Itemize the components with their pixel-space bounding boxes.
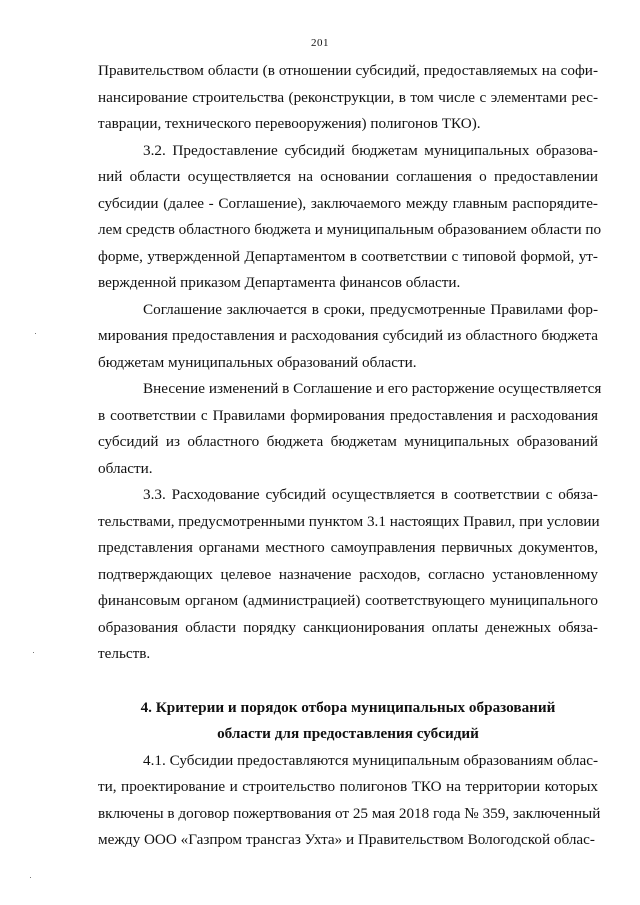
text-line: мирования предоставления и расходования субсидий из областного бюджета [98,327,598,344]
text-line: субсидии (далее - Соглашение), заключаемого между главным распорядите- [98,194,598,212]
paragraph-continuation [98,58,598,138]
page-number: 201 [311,37,329,49]
text-line: ний области осуществляется на основании соглашения о предоставлении [98,168,598,185]
text-line: финансовым органом (администрацией) соответствующего муниципального [98,592,598,609]
text-line: Соглашение заключается в сроки, предусмотренные Правилами фор- [143,300,598,318]
text-line: форме, утвержденной Департаментом в соответствии с типовой формой, ут- [98,247,598,265]
section-spacer [98,668,598,695]
text-line: между ООО «Газпром трансгаз Ухта» и Правительством Вологодской облас- [98,831,595,848]
text-line: в соответствии с Правилами формирования предоставления и расходования [98,406,598,424]
text-line: вержденной приказом Департамента финансов области. [98,274,461,291]
paragraph-3-3 [98,482,598,668]
text-line: Внесение изменений в Соглашение и его расторжение осуществляется [143,380,602,397]
text-line: подтверждающих целевое назначение расходов, согласно установленному [98,565,598,583]
scan-speck [35,333,36,334]
paragraph-4-1 [98,748,601,854]
scan-speck [33,652,34,653]
text-line: области. [98,459,153,477]
section-heading-line: области для предоставления субсидий [217,725,479,742]
text-line: 4.1. Субсидии предоставляются муниципальным образованиям облас- [143,751,598,769]
section-heading-line: 4. Критерии и порядок отбора муниципальных образований [140,698,556,716]
text-line: представления органами местного самоуправления первичных документов, [98,539,598,556]
paragraph-agreement-changes [98,376,602,482]
text-line: Правительством области (в отношении субсидий, предоставляемых на софи- [98,62,598,79]
text-line: тельствами, предусмотренными пунктом 3.1 настоящих Правил, при условии [98,512,600,530]
text-line: образования области порядку санкционирования оплаты денежных обяза- [98,618,598,636]
document-body [98,58,602,854]
scan-speck [30,877,31,878]
text-line: таврации, технического перевооружения) полигонов ТКО). [98,115,481,132]
text-line: тельств. [98,645,151,662]
text-line: 3.2. Предоставление субсидий бюджетам муниципальных образова- [143,141,598,159]
paragraph-agreement-terms [98,297,598,377]
paragraph-3-2 [98,138,602,297]
text-line: лем средств областного бюджета и муниципальным образованием области по [98,221,602,238]
text-line: бюджетам муниципальных образований области. [98,353,417,371]
text-line: 3.3. Расходование субсидий осуществляется в соответствии с обяза- [143,486,598,503]
text-line: включены в договор пожертвования от 25 мая 2018 года № 359, заключенный [98,804,601,822]
section-heading [98,695,598,748]
text-line: ти, проектирование и строительство полигонов ТКО на территории которых [98,778,598,795]
text-line: субсидий из областного бюджета бюджетам муниципальных образований [98,433,598,450]
text-line: нансирование строительства (реконструкции, в том числе с элементами рес- [98,88,598,106]
